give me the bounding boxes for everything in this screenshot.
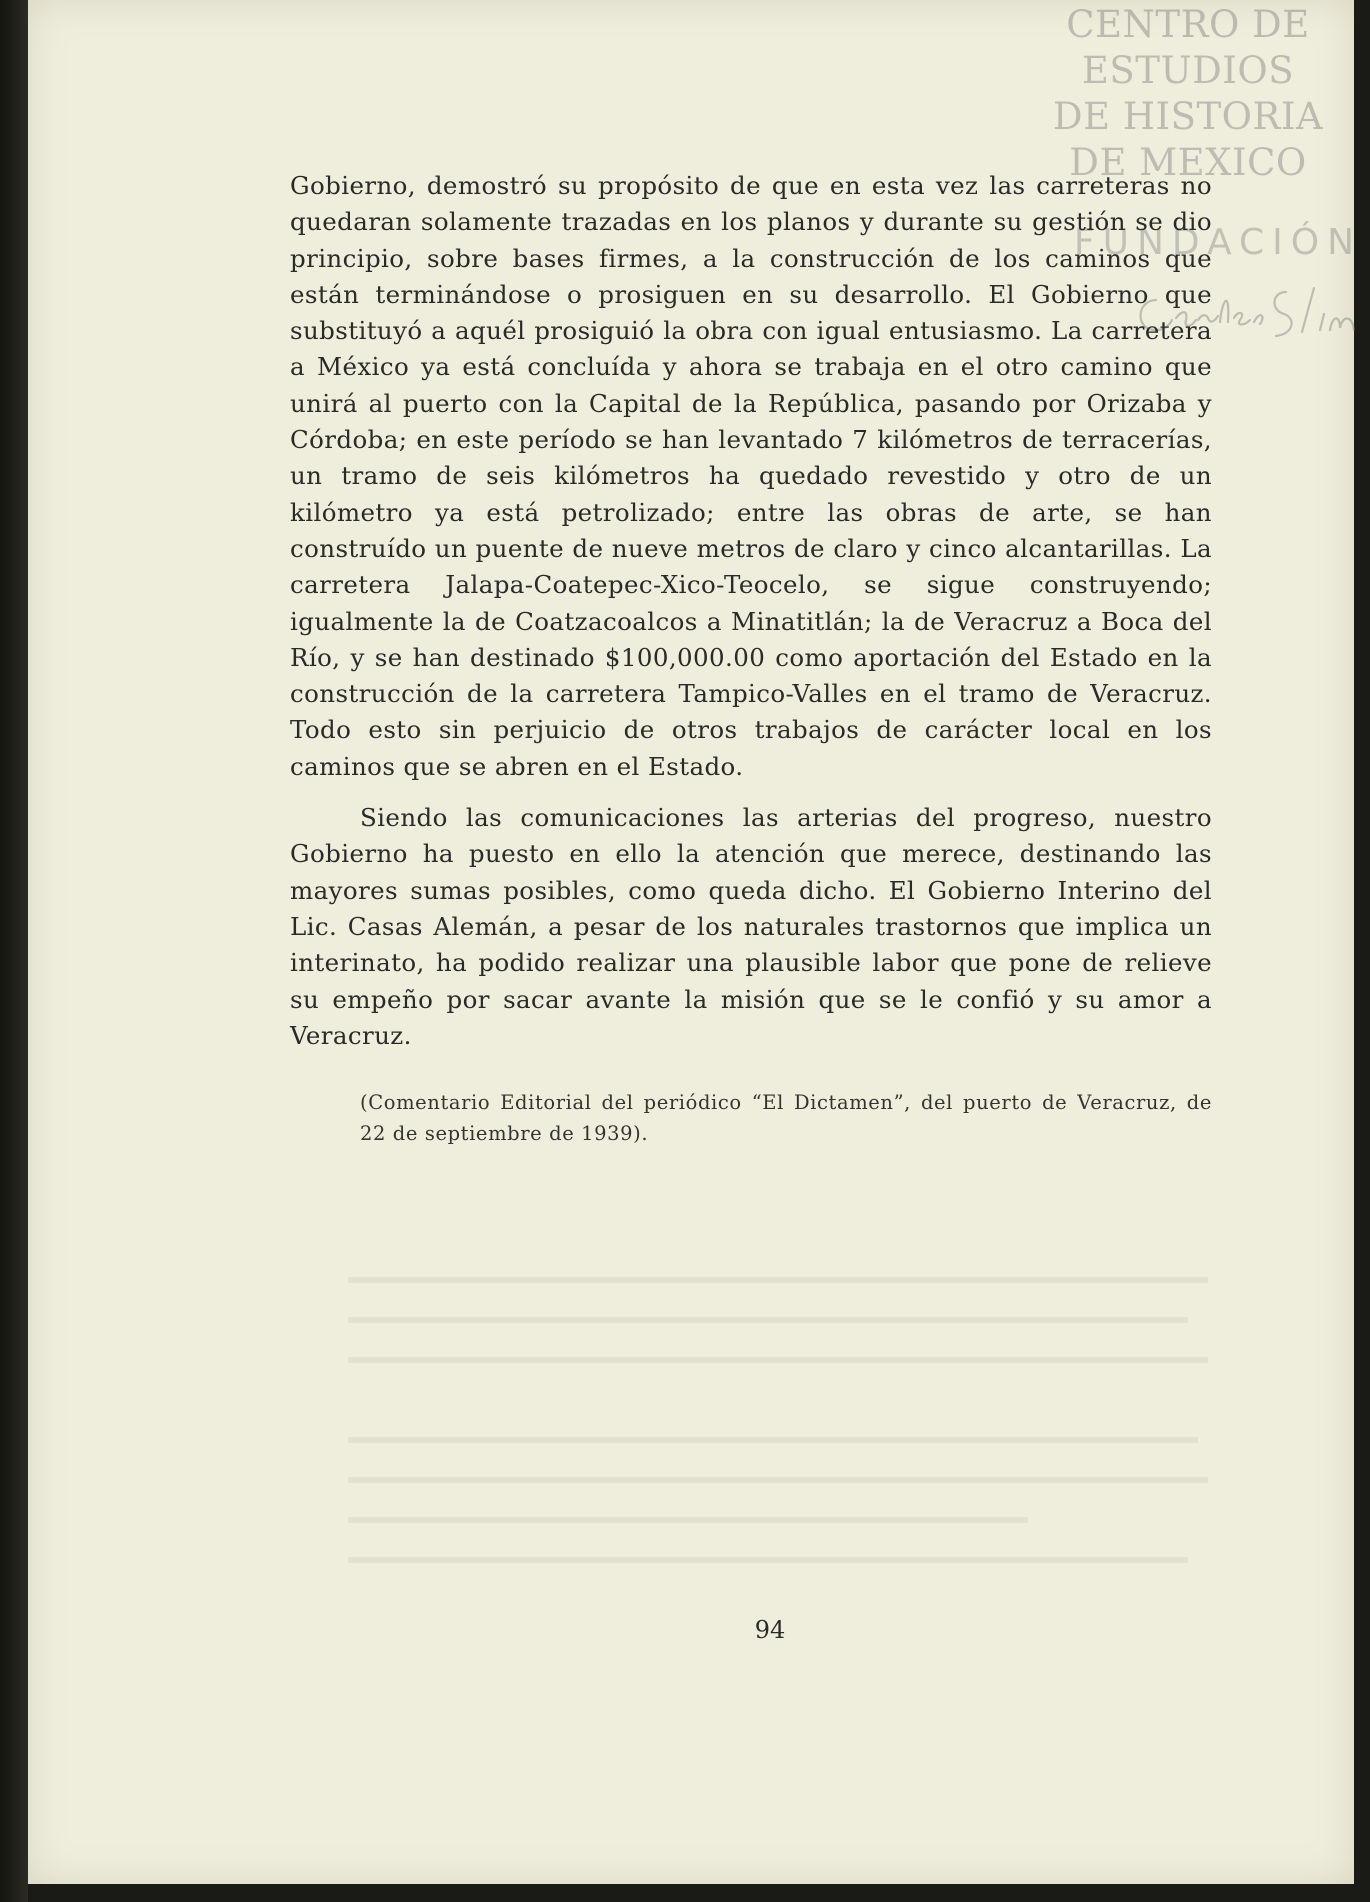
page-number: 94 — [754, 1616, 786, 1644]
watermark-line: DE HISTORIA — [1052, 94, 1324, 138]
archive-watermark — [1028, 2, 1348, 186]
watermark-line: ESTUDIOS — [1081, 48, 1295, 92]
watermark-line: DE MEXICO — [1069, 140, 1307, 184]
body-paragraph: Gobierno, demostró su propósito de que en esta vez las carreteras no quedaran solamente trazadas en los planos y durante su gestión se dio principio, sobre bases firmes, a la construcción de los caminos que están terminándose o prosiguen en su desarrollo. El Gobierno que substituyó a aquél prosiguió la obra con igual entusiasmo. La carretera a México ya está concluída y ahora se trabaja en el otro camino que unirá al puerto con la Capital de la República, pasando por Orizaba y Córdoba; en este período se han levantado 7 kilómetros de terracerías, un tramo de seis kilómetros ha quedado revestido y otro de un kilómetro ya está petrolizado; entre las obras de arte, se han construído un puente de nueve metros de claro y cinco alcantarillas. La carretera Jalapa-Coatepec-Xico-Teocelo, se sigue construyendo; igualmente la de Coatzacoalcos a Minatitlán; la de Veracruz a Boca del Río, y se han destinado $100,000.00 como aportación del Estado en la construcción de la carretera Tampico-Valles en el tramo de Veracruz. Todo esto sin perjuicio de otros trabajos de carácter local en los caminos que se abren en el Estado. — [290, 171, 1212, 781]
article-body — [290, 168, 1212, 1149]
watermark-line: CENTRO DE — [1066, 3, 1310, 46]
watermark-fundacion: FUNDACIÓN — [1073, 222, 1362, 263]
body-paragraph: Siendo las comunicaciones las arterias del progreso, nuestro Gobierno ha puesto en ello la atención que merece, destinando las mayores sumas posibles, como queda dicho. El Gobierno Interino del Lic. Casas Alemán, a pesar de los naturales trastornos que implica un interinato, ha podido realizar una plausible labor que pone de relieve su empeño por sacar avante la misión que se le confió y su amor a Veracruz. — [290, 803, 1212, 1050]
source-citation: (Comentario Editorial del periódico “El Dictamen”, del puerto de Veracruz, de 22 de septiembre de 1939). — [360, 1091, 1212, 1146]
scan-left-edge — [0, 0, 28, 1902]
